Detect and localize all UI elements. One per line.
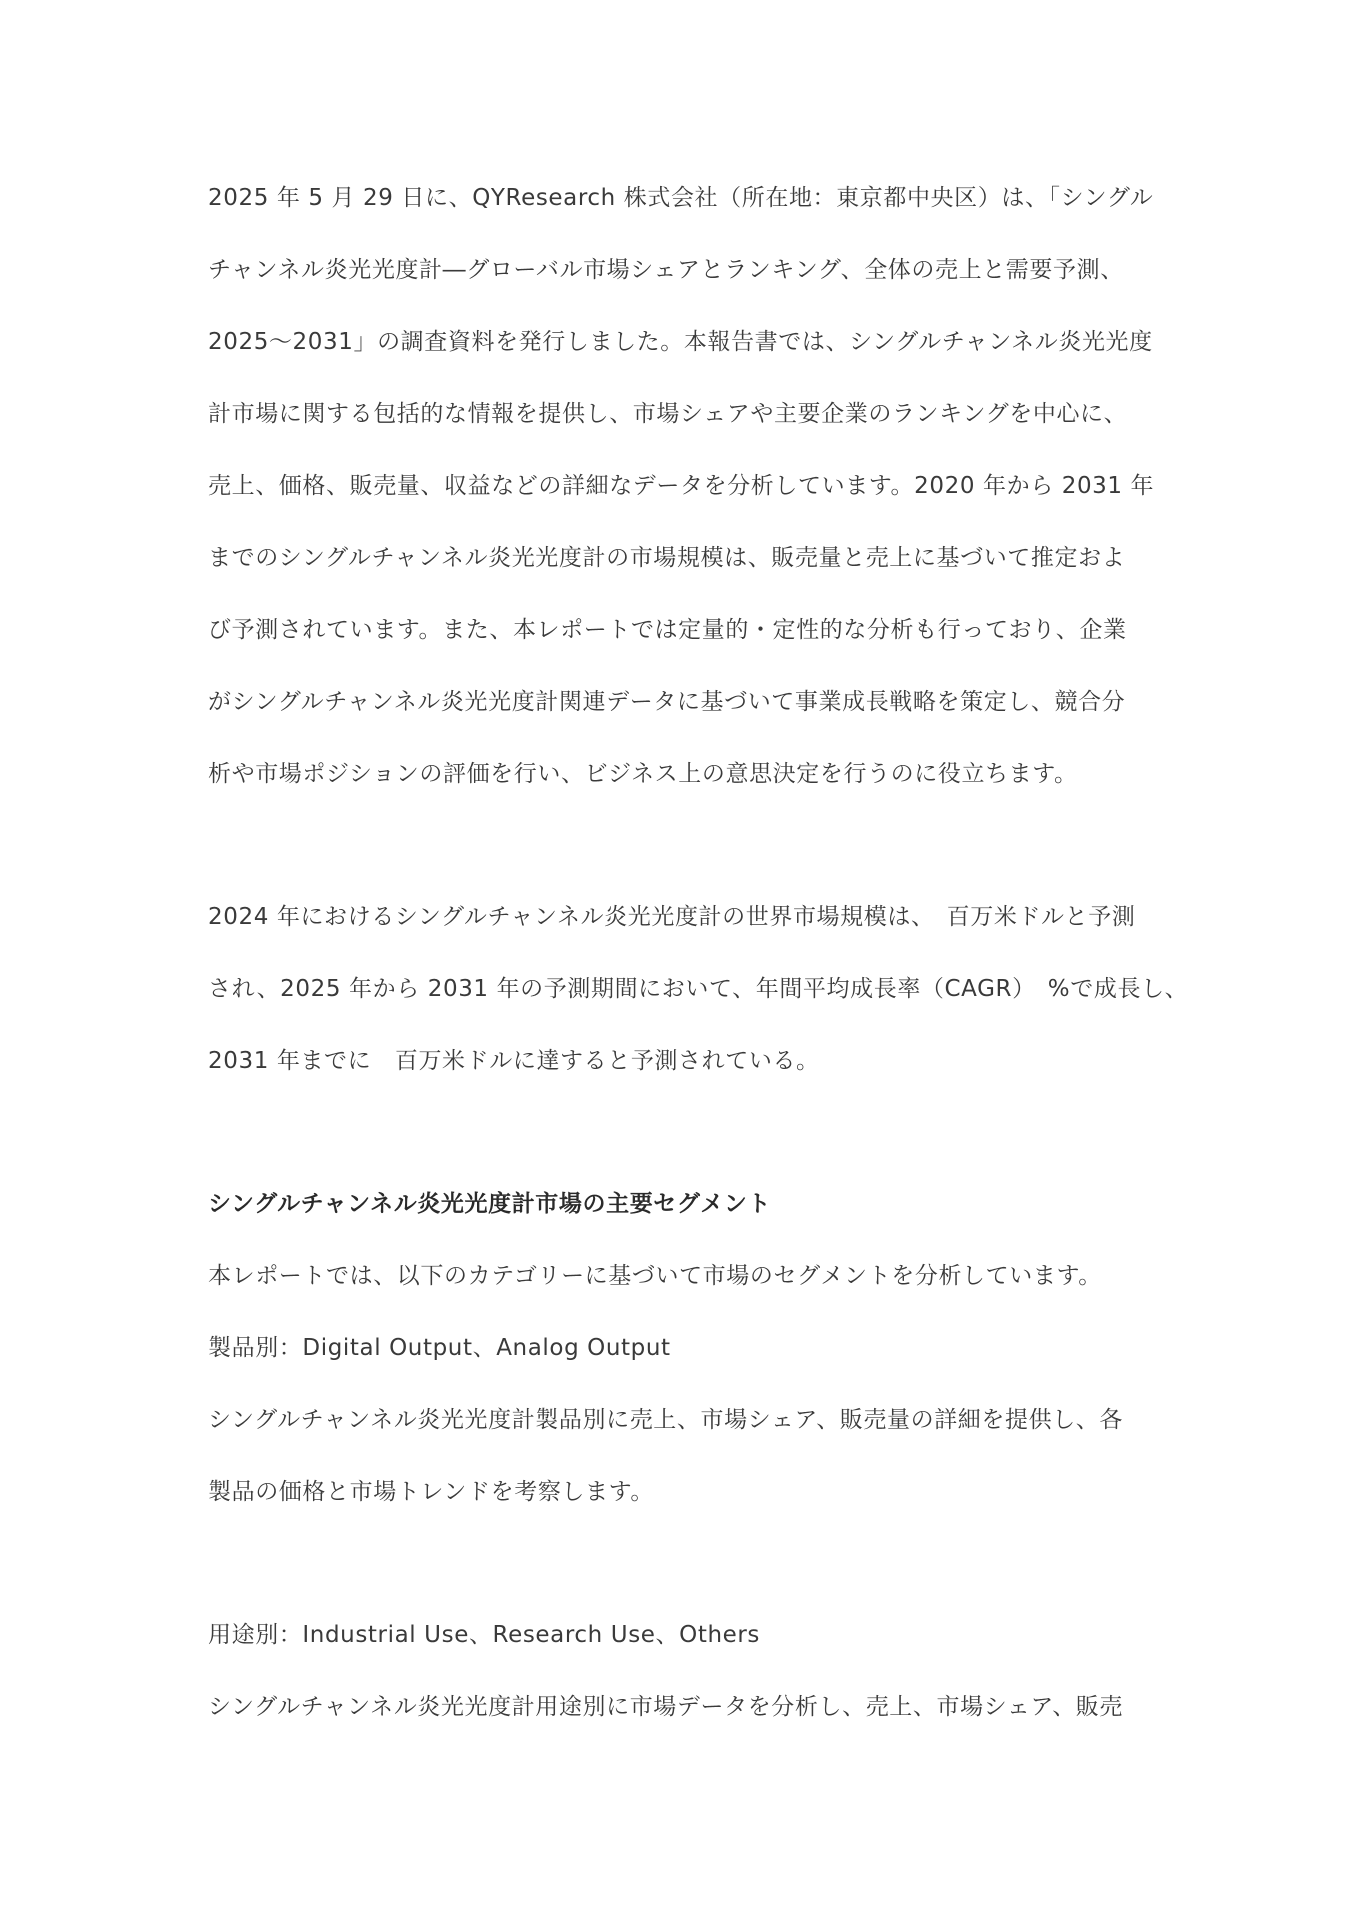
intro-line: 売上、価格、販売量、収益などの詳細なデータを分析しています。2020 年から 2031 年 <box>208 473 1155 499</box>
intro-line: 計市場に関する包括的な情報を提供し、市場シェアや主要企業のランキングを中心に、 <box>208 401 1128 427</box>
application-segment-desc: シングルチャンネル炎光光度計用途別に市場データを分析し、売上、市場シェア、販売 <box>208 1694 1123 1720</box>
intro-line: チャンネル炎光光度計―グローバル市場シェアとランキング、全体の売上と需要予測、 <box>208 257 1124 283</box>
product-segment-label: 製品別：Digital Output、Analog Output <box>208 1335 671 1361</box>
intro-line: までのシングルチャンネル炎光光度計の市場規模は、販売量と売上に基づいて推定およ <box>208 545 1126 571</box>
segments-intro: 本レポートでは、以下のカテゴリーに基づいて市場のセグメントを分析しています。 <box>208 1263 1102 1289</box>
product-segment-desc: 製品の価格と市場トレンドを考察します。 <box>208 1479 654 1505</box>
product-segment-desc: シングルチャンネル炎光光度計製品別に売上、市場シェア、販売量の詳細を提供し、各 <box>208 1407 1123 1433</box>
intro-line: 2025～2031」の調査資料を発行しました。本報告書では、シングルチャンネル炎光光度 <box>208 329 1153 355</box>
intro-line: がシングルチャンネル炎光光度計関連データに基づいて事業成長戦略を策定し、競合分 <box>208 689 1126 715</box>
intro-line: 析や市場ポジションの評価を行い、ビジネス上の意思決定を行うのに役立ちます。 <box>208 761 1078 787</box>
application-segment-label: 用途別：Industrial Use、Research Use、Others <box>208 1622 761 1648</box>
intro-line: 2025 年 5 月 29 日に、QYResearch 株式会社（所在地：東京都中央区）は、「シングル <box>208 185 1154 211</box>
market-size-line: され、2025 年から 2031 年の予測期間において、年間平均成長率（CAGR） %で成長し、 <box>208 976 1189 1002</box>
intro-line: び予測されています。また、本レポートでは定量的・定性的な分析も行っており、企業 <box>208 617 1127 643</box>
segments-heading: シングルチャンネル炎光光度計市場の主要セグメント <box>208 1191 772 1217</box>
market-size-line: 2031 年までに 百万米ドルに達すると予測されている。 <box>208 1048 820 1074</box>
market-size-line: 2024 年におけるシングルチャンネル炎光光度計の世界市場規模は、 百万米ドルと予測 <box>208 904 1136 930</box>
